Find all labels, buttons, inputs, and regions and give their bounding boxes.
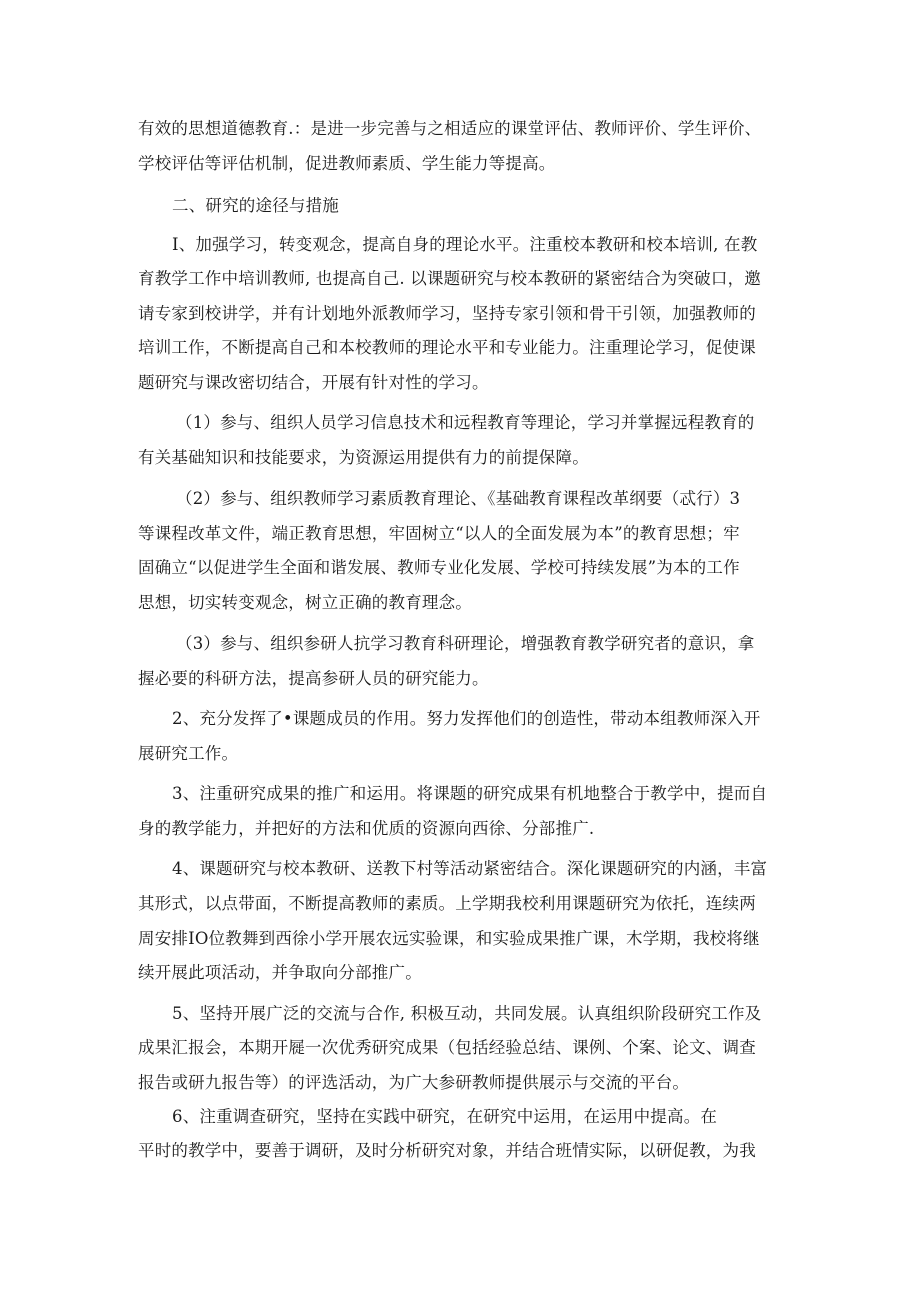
- text-line: 等课程改革文件，端正教育思想，牢固树立“以人的全面发展为本”的教育思想；牢: [138, 524, 740, 543]
- text-line: 身的教学能力，并把好的方法和优质的资源向西徐、分部推广.: [138, 819, 595, 838]
- text-line: 3、注重研究成果的推广和运用。将课题的研究成果有机地整合于教学中，提而自: [172, 784, 768, 803]
- text-line: 固确立“以促进学生全面和谐发展、教师专业化发展、学校可持续发展”为本的工作: [138, 558, 740, 577]
- text-line: 续开展此项活动，并争取向分部推广。: [138, 963, 422, 982]
- text-line: 6、注重调查研究，坚持在实践中研究，在研究中运用，在运用中提高。在: [172, 1107, 718, 1126]
- text-line: 培训工作，不断提高自己和本校教师的理论水平和专业能力。注重理论学习，促使课: [138, 338, 756, 357]
- text-line: 思想，切实转变观念，树立正确的教育理念。: [138, 593, 472, 612]
- text-line: 4、课题研究与校本教研、送教下村等活动紧密结合。深化课题研究的内涵，丰富: [172, 859, 768, 878]
- text-line: 有关基础知识和技能要求，为资源运用提供有力的前提保障。: [138, 448, 589, 467]
- text-line: 学校评估等评估机制，促进教师素质、学生能力等提高。: [138, 154, 556, 173]
- text-line: 其形式，以点带面，不断提高教师的素质。上学期我校利用课题研究为依托，连续两: [138, 894, 756, 913]
- text-line: I、加强学习，转变观念，提高自身的理论水平。注重校本教研和校本培训, 在教: [172, 235, 758, 254]
- text-line: （2）参与、组织教师学习素质教育理论、《基础教育课程改革纲要（忒行）3: [176, 489, 741, 508]
- text-line: （1）参与、组织人员学习信息技术和远程教育等理论，学习并掌握远程教育的: [176, 413, 755, 432]
- text-line: 平时的教学中，要善于调研，及时分析研究对象，并结合班情实际，以研促教，为我: [138, 1141, 756, 1160]
- text-line: 成果汇报会，本期开屣一次优秀研究成果（包括经验总结、课例、个案、论文、调查: [138, 1038, 756, 1057]
- text-line: （3）参与、组织参研人抗学习教育科研理论，增强教育教学研究者的意识，拿: [176, 634, 755, 653]
- text-line: 报告或研九报告等）的评选活动，为广大参研教师提供展示与交流的平台。: [138, 1073, 690, 1092]
- text-line: 周安排IO位教舞到西徐小学开展农远实验课，和实验成果推广课，木学期，我校将继: [138, 929, 760, 948]
- section-heading: 二、研究的途径与措施: [172, 196, 339, 215]
- text-line: 题研究与课改密切结合，开展有针对性的学习。: [138, 373, 489, 392]
- text-line: 5、坚持开展广泛的交流与合作, 积极互动，共同发展。认真组织阶段研究工作及: [172, 1004, 762, 1023]
- text-line: 2、充分发挥了•课题成员的作用。努力发挥他们的创造性，带动本组教师深入开: [172, 709, 761, 728]
- text-line: 育教学工作中培训教师, 也提高自己. 以课题研究与校本教研的紧密结合为突破口，邀: [138, 269, 761, 288]
- text-line: 展研究工作。: [138, 744, 239, 763]
- text-line: 请专家到校讲学，并有计划地外派教师学习，坚持专家引领和骨干引领，加强教师的: [138, 304, 756, 323]
- text-line: 握必要的科研方法，提高参研人员的研究能力。: [138, 669, 489, 688]
- text-line: 有效的思想道德教育.：是进一步完善与之相适应的课堂评估、教师评价、学生评价、: [138, 119, 762, 138]
